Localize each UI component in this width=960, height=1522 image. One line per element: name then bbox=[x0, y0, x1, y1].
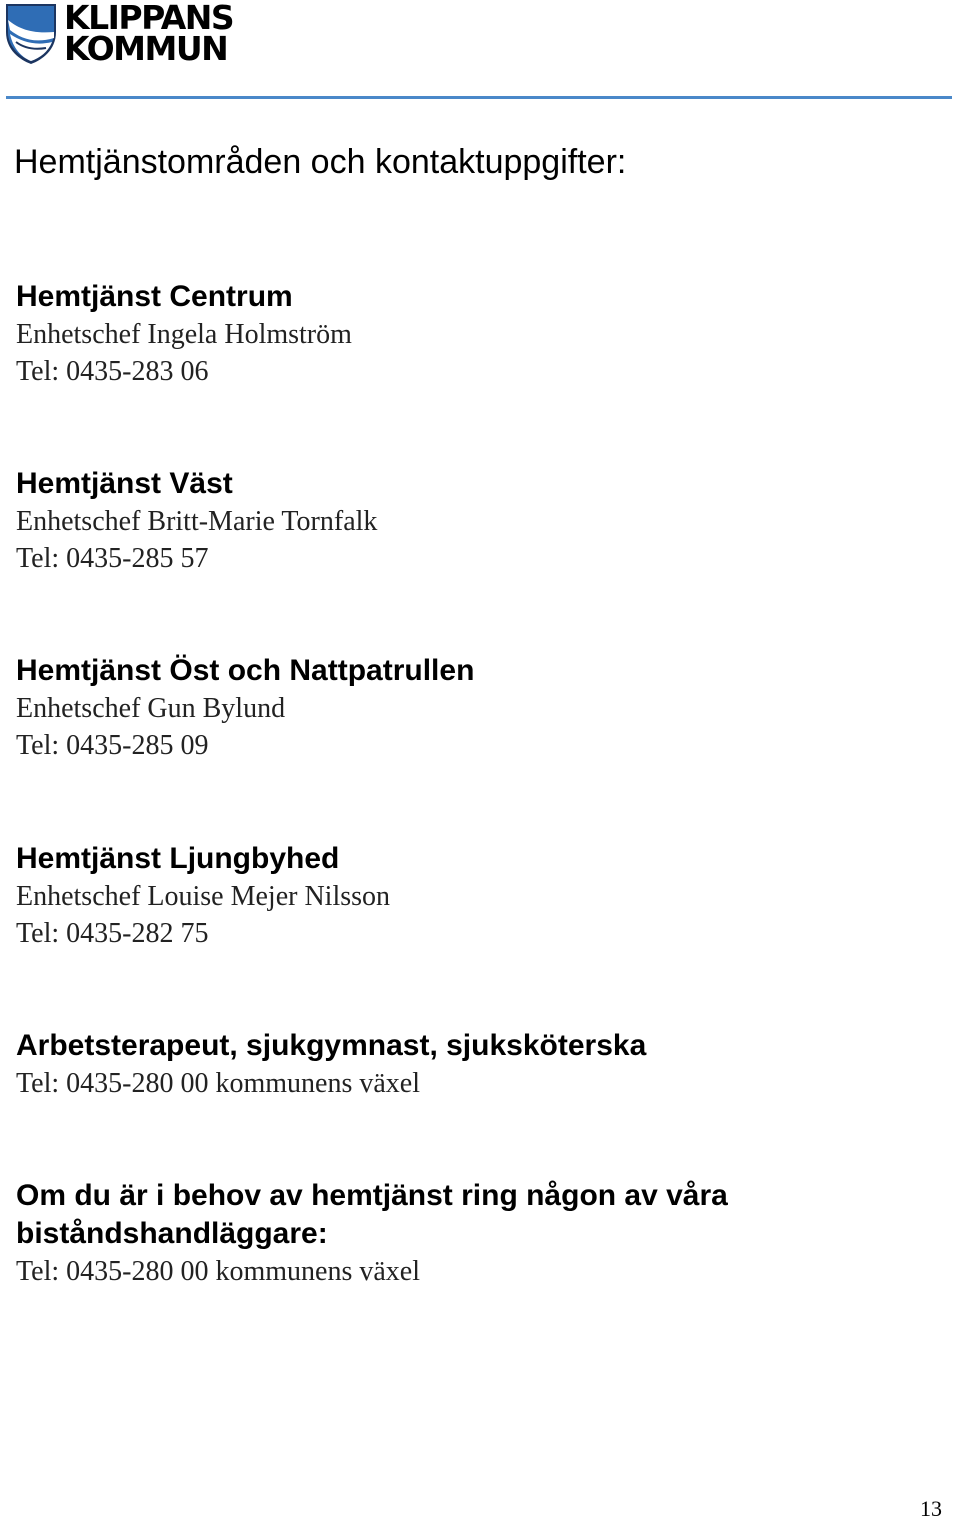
area-manager: Enhetschef Britt-Marie Tornfalk bbox=[16, 506, 378, 537]
therapists-title: Arbetsterapeut, sjukgymnast, sjuksköterska bbox=[16, 1029, 647, 1062]
needs-title: Om du är i behov av hemtjänst ring någon av våra biståndshandläggare: bbox=[16, 1179, 728, 1250]
logo-line-1: KLIPPANS bbox=[64, 0, 234, 37]
page-number: 13 bbox=[920, 1496, 942, 1521]
area-vast bbox=[16, 465, 377, 577]
area-manager: Enhetschef Ingela Holmström bbox=[16, 319, 352, 350]
header-divider bbox=[6, 96, 952, 99]
area-manager: Enhetschef Gun Bylund bbox=[16, 693, 286, 724]
page-header bbox=[0, 0, 960, 102]
area-manager: Enhetschef Louise Mejer Nilsson bbox=[16, 881, 391, 912]
logo-line-2: KOMMUN bbox=[64, 29, 228, 68]
area-centrum bbox=[16, 278, 352, 390]
area-title: Hemtjänst Ljungbyhed bbox=[16, 842, 340, 875]
needs-contact bbox=[16, 1177, 896, 1290]
area-ost-nattpatrullen bbox=[16, 652, 474, 764]
logo-wordmark bbox=[64, 0, 234, 68]
area-phone: Tel: 0435-285 57 bbox=[16, 543, 209, 574]
area-title: Hemtjänst Väst bbox=[16, 467, 233, 500]
area-phone: Tel: 0435-283 06 bbox=[16, 356, 209, 387]
area-phone: Tel: 0435-282 75 bbox=[16, 918, 209, 949]
area-title: Hemtjänst Centrum bbox=[16, 280, 293, 313]
therapists-contact bbox=[16, 1027, 646, 1102]
therapists-phone: Tel: 0435-280 00 kommunens växel bbox=[16, 1068, 420, 1099]
needs-phone: Tel: 0435-280 00 kommunens växel bbox=[16, 1256, 420, 1287]
area-ljungbyhed bbox=[16, 840, 390, 952]
area-phone: Tel: 0435-285 09 bbox=[16, 730, 209, 761]
page-title: Hemtjänstområden och kontaktuppgifter: bbox=[14, 143, 627, 181]
municipality-shield-logo bbox=[4, 2, 58, 66]
area-title: Hemtjänst Öst och Nattpatrullen bbox=[16, 654, 475, 687]
